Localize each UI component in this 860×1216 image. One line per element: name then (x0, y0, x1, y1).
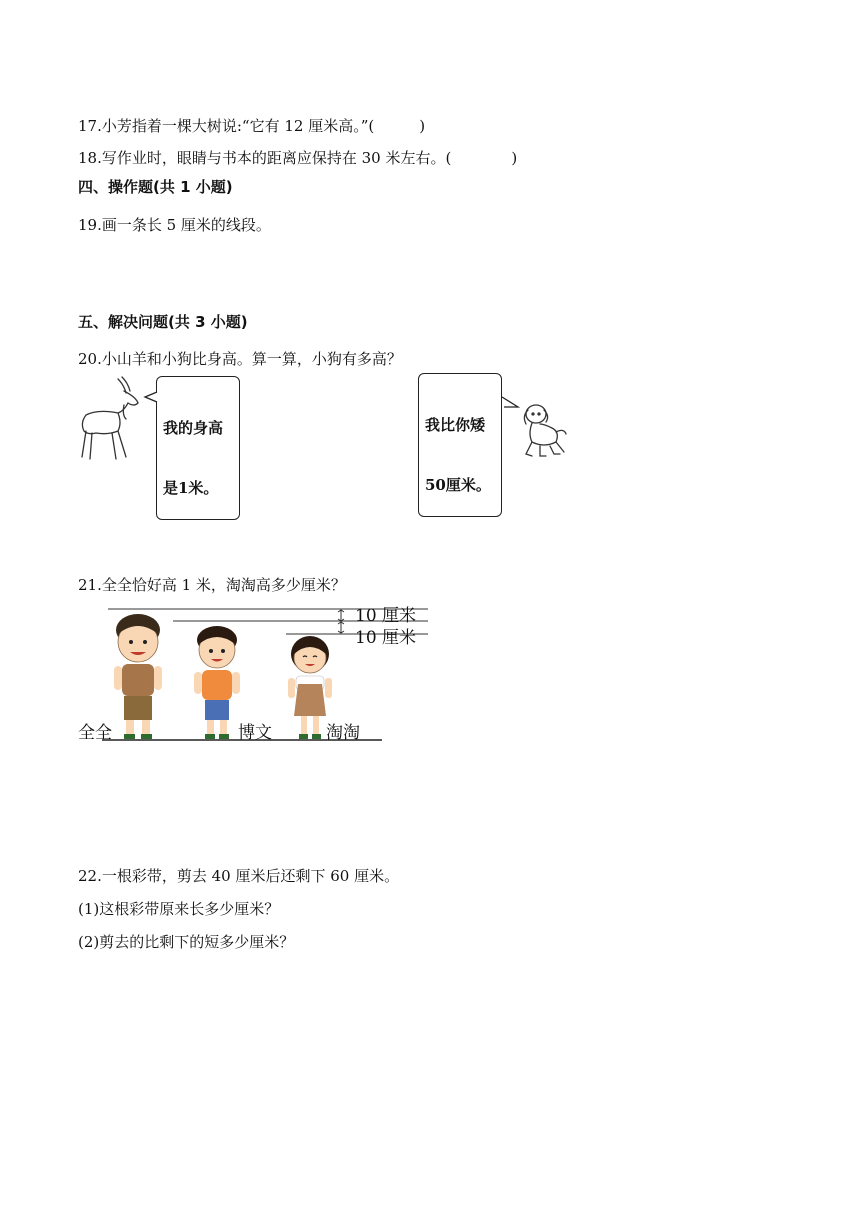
goat-bubble-line-2: 是1米。 (163, 479, 219, 497)
question-18: 18.写作业时，眼睛与书本的距离应保持在 30 米左右。( ) (78, 149, 518, 167)
dog-bubble-line-2: 50厘米。 (425, 476, 491, 494)
goat-illustration (78, 375, 142, 461)
goat-icon (78, 375, 142, 461)
dog-illustration (518, 402, 570, 460)
dog-icon (518, 402, 570, 460)
section-heading-problem-solving: 五、解决问题(共 3 小题) (78, 313, 248, 331)
goat-bubble-tail-icon (143, 390, 159, 404)
goat-bubble-line-1: 我的身高 (163, 419, 224, 437)
name-label-taotao: 淘淘 (326, 723, 360, 743)
name-label-bowen: 博文 (238, 723, 272, 743)
name-label-quanquan: 全全 (78, 723, 112, 743)
question-20: 20.小山羊和小狗比身高。算一算，小狗有多高？ (78, 350, 402, 368)
dog-speech-bubble (418, 373, 502, 517)
dog-bubble-line-1: 我比你矮 (425, 416, 486, 434)
question-22: 22.一根彩带，剪去 40 厘米后还剩下 60 厘米。 (78, 867, 400, 885)
section-heading-operation: 四、操作题(共 1 小题) (78, 178, 233, 196)
question-17: 17.小芳指着一棵大树说:“它有 12 厘米高。”( ) (78, 117, 426, 135)
boy-quanquan-icon (114, 614, 162, 739)
measure-label-2: 10 厘米 (355, 628, 417, 648)
question-21: 21.全全恰好高 1 米，淘淘高多少厘米？ (78, 576, 346, 594)
measure-label-1: 10 厘米 (355, 606, 417, 626)
question-19: 19.画一条长 5 厘米的线段。 (78, 216, 271, 234)
question-22-part-2: (2)剪去的比剩下的短多少厘米？ (78, 933, 295, 951)
goat-speech-bubble (156, 376, 240, 520)
dog-bubble-tail-icon (500, 395, 520, 411)
boy-bowen-icon (194, 626, 240, 739)
question-22-part-1: (1)这根彩带原来长多少厘米？ (78, 900, 280, 918)
